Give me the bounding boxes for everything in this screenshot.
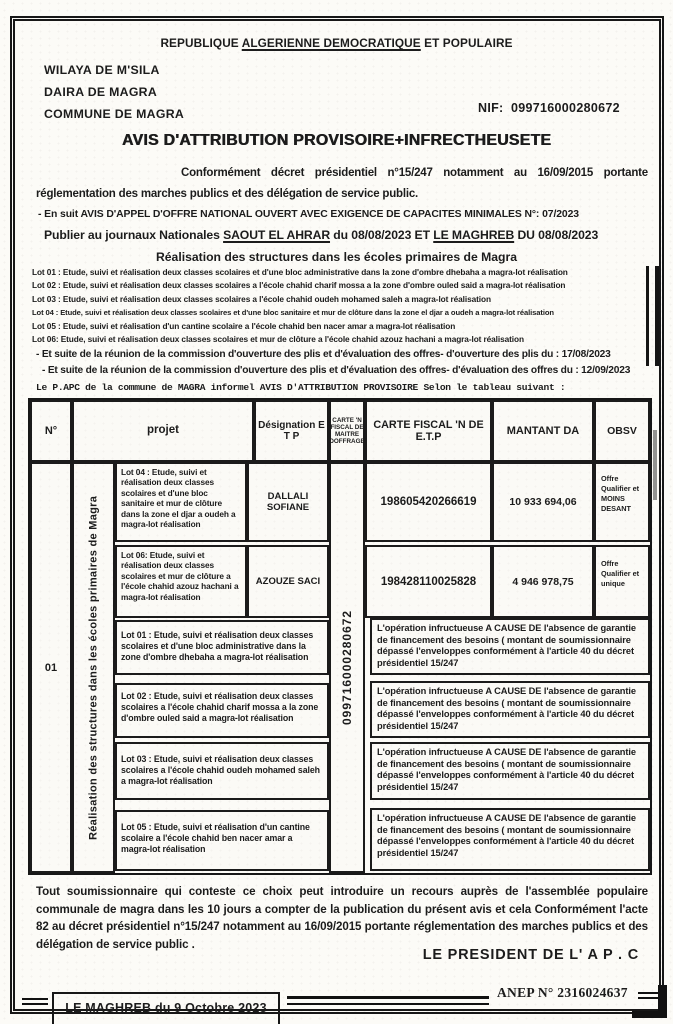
row-lot02-projet-cell: Lot 02 : Etude, suivi et réalisation deux classes scolaires a l'école chahid charif mossa a la zone d'ombre ouled said a magra-lot réalisation: [115, 683, 329, 738]
rule-long: [287, 996, 489, 1005]
row-lot04-carte-fiscal-cell: 198605420266619: [365, 462, 492, 542]
col-header-obsv: OBSV: [594, 400, 650, 462]
commission-line-evaluation: - Et suite de la réunion de la commission d'ouverture des plis et d'évaluation des offres- d'évaluation des offres du : 12/09/2023: [42, 365, 631, 376]
decree-paragraph: Conformément décret présidentiel n°15/247 notamment au 16/09/2015 portante réglementation des marches publics et des délégation de service public.: [36, 167, 648, 200]
nif-label: NIF:: [478, 101, 504, 115]
row-lot04-projet-cell: Lot 04 : Etude, suivi et réalisation deux classes scolaires et d'une bloc sanitaire et mur de clôture dans la zone el djar a oudeh a magra-lot réalisation: [115, 462, 247, 542]
republic-line: [0, 36, 673, 50]
row-lot01-projet-cell: Lot 01 : Etude, suivi et réalisation deux classes scolaires et d'une bloc administrative dans la zone d'ombre dhebaha a magra-lot réalisation: [115, 620, 329, 675]
republic-prefix: REPUBLIQUE: [160, 36, 242, 50]
republic-suffix: ET POPULAIRE: [420, 36, 513, 50]
attribution-table: [28, 398, 652, 875]
papc-announcement-line: Le P.APC de la commune de MAGRA informel AVIS D'ATTRIBUTION PROVISOIRE Selon le tableau suivant :: [36, 382, 566, 393]
journals-middle: du 08/08/2023 ET: [330, 228, 434, 242]
col-header-designation-etp: Désignation E T P: [254, 400, 329, 462]
col-header-projet: projet: [72, 400, 254, 462]
group-label-vertical-cell: Réalisation des structures dans les écoles primaires de Magra: [72, 462, 115, 873]
row-lot04-montant-cell: 10 933 694,06: [492, 462, 594, 542]
lot-line-05: Lot 05 : Etude, suivi et réalisation d'un cantine scolaire a l'école chahid ben nacer amar a magra-lot réalisation: [32, 320, 456, 331]
journals-line: [44, 228, 598, 242]
lot-line-06: Lot 06: Etude, suivi et réalisation deux classes scolaires et mur de clôture a l'école chahid azouz hachani a magra-lot réalisation: [32, 334, 524, 345]
row-lot05-projet-cell: Lot 05 : Etude, suivi et réalisation d'un cantine scolaire a l'école chahid ben nacer amar a magra-lot réalisation: [115, 810, 329, 871]
row-lot06-obsv-cell: Offre Qualifier et unique: [594, 545, 650, 618]
row-lot06-projet-cell: Lot 06: Etude, suivi et réalisation deux classes scolaires et mur de clôture a l'école chahid azouz hachani a magra-lot réalisation: [115, 545, 247, 618]
anep-number: ANEP N° 2316024637: [497, 985, 628, 1000]
president-signature-line: LE PRESIDENT DE L' A P . C: [422, 947, 639, 963]
lot-line-01: Lot 01 : Etude, suivi et réalisation deux classes scolaires et d'une bloc administrative dans la zone d'ombre dhebaha a magra-lot réalisation: [32, 267, 568, 277]
recours-paragraph: Tout soumissionnaire qui conteste ce choix peut introduire un recours auprès de l'assemblée populaire communale de magra dans les 10 jours a compter de la publication du présent avis et cela Conformément l'acte 82 au décret présidentiel n°15/247 notamment au 16/09/2015 portante réglementation des marches publics et des délégation de service public .: [36, 885, 648, 951]
row-lot02-resultat-cell: L'opération infructueuse A CAUSE DE l'absence de garantie de financement des besoins ( montant de soumissionnaire dépassé l'enveloppes conformément à l'article 40 du décret présidentiel 15/247: [370, 681, 650, 738]
col-header-no: N°: [30, 400, 72, 462]
republic-underlined: ALGERIENNE DEMOCRATIQUE: [241, 36, 421, 50]
row-lot05-resultat-cell: L'opération infructueuse A CAUSE DE l'absence de garantie de financement des besoins ( montant de soumissionnaire dépassé l'enveloppes conformément à l'article 40 du décret présidentiel 15/247: [370, 808, 650, 871]
scan-artifact-corner: [632, 985, 667, 1018]
lot-line-03: Lot 03 : Etude, suivi et réalisation deux classes scolaires a l'école chahid oudeh mohamed saleh a magra-lot réalisation: [32, 293, 491, 304]
commission-line-ouverture: - Et suite de la réunion de la commission d'ouverture des plis et d'évaluation des offres- d'ouverture des plis du : 17/08/2023: [36, 349, 611, 360]
appel-offre-line: - En suit AVIS D'APPEL D'OFFRE NATIONAL OUVERT AVEC EXIGENCE DE CAPACITES MINIMALES N°: 07/2023: [38, 209, 579, 220]
row-lot06-carte-fiscal-cell: 198428110025828: [365, 545, 492, 618]
lot-line-04: Lot 04 : Etude, suivi et réalisation deux classes scolaires et d'une bloc sanitaire et mur de clôture dans la zone el djar a oudeh a magra-lot réalisation: [32, 308, 554, 318]
row-lot04-designation-cell: DALLALI SOFIANE: [247, 462, 329, 542]
row-lot03-resultat-cell: L'opération infructueuse A CAUSE DE l'absence de garantie de financement des besoins ( montant de soumissionnaire dépassé l'enveloppes conformément à l'article 40 du décret présidentiel 15/247: [370, 742, 650, 800]
scan-artifact-right-bar: [646, 266, 659, 366]
daira-line: DAIRA DE MAGRA: [44, 85, 158, 99]
nif-line: [478, 101, 620, 115]
col-header-carte-fiscal-maitre: CARTE 'N FISCAL DE MAITRE DOFFRAGE: [329, 400, 365, 462]
maitre-douvrage-nif-vertical-cell: 099716000280672: [329, 462, 365, 873]
col-header-montant-da: MANTANT DA: [492, 400, 594, 462]
page-title: AVIS D'ATTRIBUTION PROVISOIRE+INFRECTHEUSETE: [121, 132, 552, 149]
lots-list: [32, 266, 652, 346]
group-number-cell: 01: [30, 462, 72, 873]
journal-name-2: LE MAGHREB: [433, 228, 515, 242]
journals-prefix: Publier au journaux Nationales: [44, 228, 224, 242]
journal-mention-box: LE MAGHREB du 9 Octobre 2023: [52, 992, 280, 1024]
authority-block: [44, 59, 184, 125]
commune-line: COMMUNE DE MAGRA: [44, 107, 185, 121]
col-header-carte-fiscal-etp: CARTE FISCAL 'N DE E.T.P: [365, 400, 492, 462]
row-lot06-designation-cell: AZOUZE SACI: [247, 545, 329, 618]
row-lot03-projet-cell: Lot 03 : Etude, suivi et réalisation deux classes scolaires a l'école chahid oudeh mohamed saleh a magra-lot réalisation: [115, 742, 329, 800]
row-lot04-obsv-cell: Offre Qualifier et MOINS DESANT: [594, 462, 650, 542]
journals-suffix: DU 08/08/2023: [514, 228, 599, 242]
rule-stub-left: [22, 998, 48, 1005]
journal-name-1: SAOUT EL AHRAR: [223, 228, 331, 242]
lot-line-02: Lot 02 : Etude, suivi et réalisation deux classes scolaires a l'école chahid charif mossa a la zone d'ombre ouled said a magra-lot réalisation: [32, 280, 566, 291]
operation-title: Réalisation des structures dans les écoles primaires de Magra: [155, 250, 518, 264]
row-lot01-resultat-cell: L'opération infructueuse A CAUSE DE l'absence de garantie de financement des besoins ( montant de soumissionnaire dépassé l'enveloppes conformément à l'article 40 du décret présidentiel 15/247: [370, 618, 650, 675]
wilaya-line: WILAYA DE M'SILA: [44, 63, 160, 77]
row-lot06-montant-cell: 4 946 978,75: [492, 545, 594, 618]
scan-artifact-smudge: [653, 430, 657, 500]
nif-value: 099716000280672: [511, 101, 620, 115]
